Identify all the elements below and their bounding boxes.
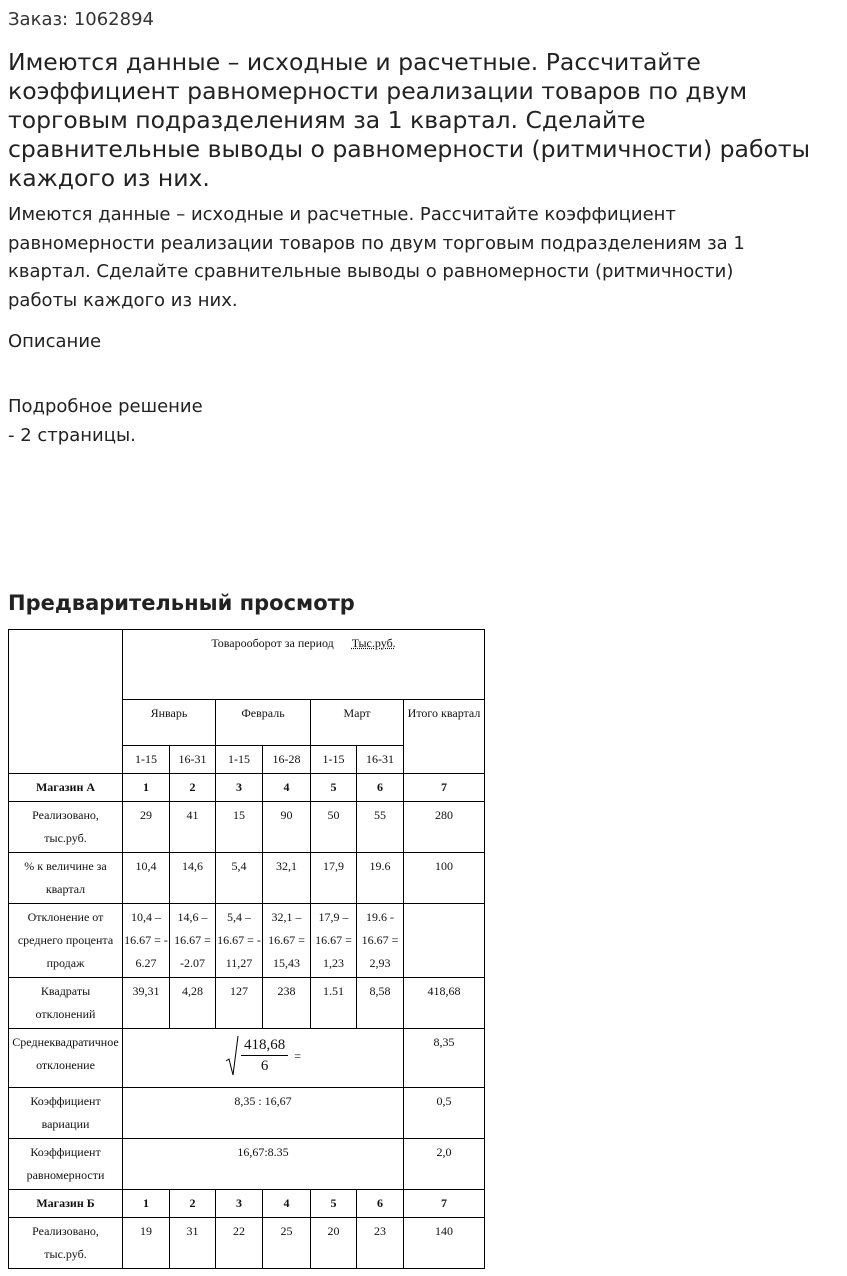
order-number: Заказ: 1062894 xyxy=(8,9,154,30)
fraction xyxy=(241,1038,288,1074)
row-label: Отклонение от среднего процента продаж xyxy=(9,904,123,978)
month-march: Март xyxy=(311,700,404,746)
table-cell: 17,9 xyxy=(311,853,357,904)
col-number: 4 xyxy=(263,774,311,802)
table-cell: 5,4 – 16.67 = - 11,27 xyxy=(216,904,263,978)
period-cell: 16-31 xyxy=(170,746,216,774)
table-cell: 19.6 - 16.67 = 2,93 xyxy=(357,904,404,978)
month-february: Февраль xyxy=(216,700,311,746)
turnover-label: Товарооборот за период xyxy=(211,636,334,650)
uniformity-formula: 16,67:8.35 xyxy=(123,1139,404,1190)
square-root-formula xyxy=(225,1035,301,1077)
table-cell: 280 xyxy=(404,802,485,853)
store-b-label: Магазин Б xyxy=(9,1190,123,1218)
table-cell xyxy=(404,904,485,978)
table-cell: 8,35 xyxy=(404,1029,485,1088)
month-january: Январь xyxy=(123,700,216,746)
table-cell: 418,68 xyxy=(404,978,485,1029)
table-cell: 31 xyxy=(170,1218,216,1269)
description-label: Описание xyxy=(8,331,102,352)
table-cell: 10,4 – 16.67 = - 6.27 xyxy=(123,904,170,978)
table-cell: 238 xyxy=(263,978,311,1029)
col-number: 6 xyxy=(357,1190,404,1218)
col-number: 6 xyxy=(357,774,404,802)
fraction-numerator: 418,68 xyxy=(241,1038,288,1056)
row-label: Среднеквадратичное отклонение xyxy=(9,1029,123,1088)
col-number: 2 xyxy=(170,774,216,802)
table-cell: 19.6 xyxy=(357,853,404,904)
corner-cell xyxy=(9,630,123,774)
table-cell: 140 xyxy=(404,1218,485,1269)
table-cell: 4,28 xyxy=(170,978,216,1029)
table-cell: 23 xyxy=(357,1218,404,1269)
table-cell: 2,0 xyxy=(404,1139,485,1190)
variation-formula: 8,35 : 16,67 xyxy=(123,1088,404,1139)
row-label: % к величине за квартал xyxy=(9,853,123,904)
col-number: 2 xyxy=(170,1190,216,1218)
month-total: Итого квартал xyxy=(404,700,485,774)
table-cell: 8,58 xyxy=(357,978,404,1029)
table-cell: 1.51 xyxy=(311,978,357,1029)
table-cell: 41 xyxy=(170,802,216,853)
period-cell: 16-28 xyxy=(263,746,311,774)
table-cell: 10,4 xyxy=(123,853,170,904)
table-cell: 14,6 xyxy=(170,853,216,904)
table-cell: 0,5 xyxy=(404,1088,485,1139)
row-label: Квадраты отклонений xyxy=(9,978,123,1029)
table-cell: 25 xyxy=(263,1218,311,1269)
table-cell: 22 xyxy=(216,1218,263,1269)
table-cell: 5,4 xyxy=(216,853,263,904)
table-cell: 29 xyxy=(123,802,170,853)
table-cell: 14,6 – 16.67 = -2.07 xyxy=(170,904,216,978)
turnover-header xyxy=(123,630,485,700)
col-number: 5 xyxy=(311,1190,357,1218)
table-cell: 17,9 – 16.67 = 1,23 xyxy=(311,904,357,978)
table-cell: 100 xyxy=(404,853,485,904)
table-cell: 55 xyxy=(357,802,404,853)
period-cell: 1-15 xyxy=(123,746,170,774)
period-cell: 1-15 xyxy=(311,746,357,774)
table-cell: 127 xyxy=(216,978,263,1029)
col-number: 1 xyxy=(123,1190,170,1218)
row-label: Реализовано, тыс.руб. xyxy=(9,802,123,853)
unit-label: Тыс.руб. xyxy=(351,636,396,650)
description-body xyxy=(8,392,203,450)
table-cell: 39,31 xyxy=(123,978,170,1029)
period-cell: 1-15 xyxy=(216,746,263,774)
fraction-denominator: 6 xyxy=(260,1058,269,1074)
description-line-2: - 2 страницы. xyxy=(8,425,136,446)
store-a-label: Магазин А xyxy=(9,774,123,802)
preview-document xyxy=(8,629,486,1269)
row-label: Коэффициент равномерности xyxy=(9,1139,123,1190)
table-cell: 19 xyxy=(123,1218,170,1269)
table-cell: 32,1 – 16.67 = 15,43 xyxy=(263,904,311,978)
table-cell: 50 xyxy=(311,802,357,853)
calculation-table xyxy=(8,629,485,1269)
table-cell: 15 xyxy=(216,802,263,853)
row-label: Реализовано, тыс.руб. xyxy=(9,1218,123,1269)
description-line-1: Подробное решение xyxy=(8,396,203,417)
table-cell: 32,1 xyxy=(263,853,311,904)
radical-sign-icon xyxy=(225,1035,239,1077)
period-cell: 16-31 xyxy=(357,746,404,774)
col-number: 7 xyxy=(404,774,485,802)
rms-formula xyxy=(123,1029,404,1088)
col-number: 7 xyxy=(404,1190,485,1218)
col-number: 1 xyxy=(123,774,170,802)
col-number: 3 xyxy=(216,1190,263,1218)
table-cell: 20 xyxy=(311,1218,357,1269)
table-cell: 90 xyxy=(263,802,311,853)
col-number: 4 xyxy=(263,1190,311,1218)
page-title: Имеются данные – исходные и расчетные. Рассчитайте коэффициент равномерности реализации товаров по двум торговым подразделениям за 1 квартал. Сделайте сравнительные выводы о равномерности (ритмичности) работы каждого из них. xyxy=(8,48,811,192)
equals-sign: = xyxy=(294,1049,302,1063)
intro-text: Имеются данные – исходные и расчетные. Рассчитайте коэффициент равномерности реализации товаров по двум торговым подразделениям за 1 квартал. Сделайте сравнительные выводы о равномерности (ритмичности) работы каждого из них. xyxy=(8,204,745,311)
col-number: 5 xyxy=(311,774,357,802)
preview-heading: Предварительный просмотр xyxy=(8,591,355,615)
col-number: 3 xyxy=(216,774,263,802)
row-label: Коэффициент вариации xyxy=(9,1088,123,1139)
